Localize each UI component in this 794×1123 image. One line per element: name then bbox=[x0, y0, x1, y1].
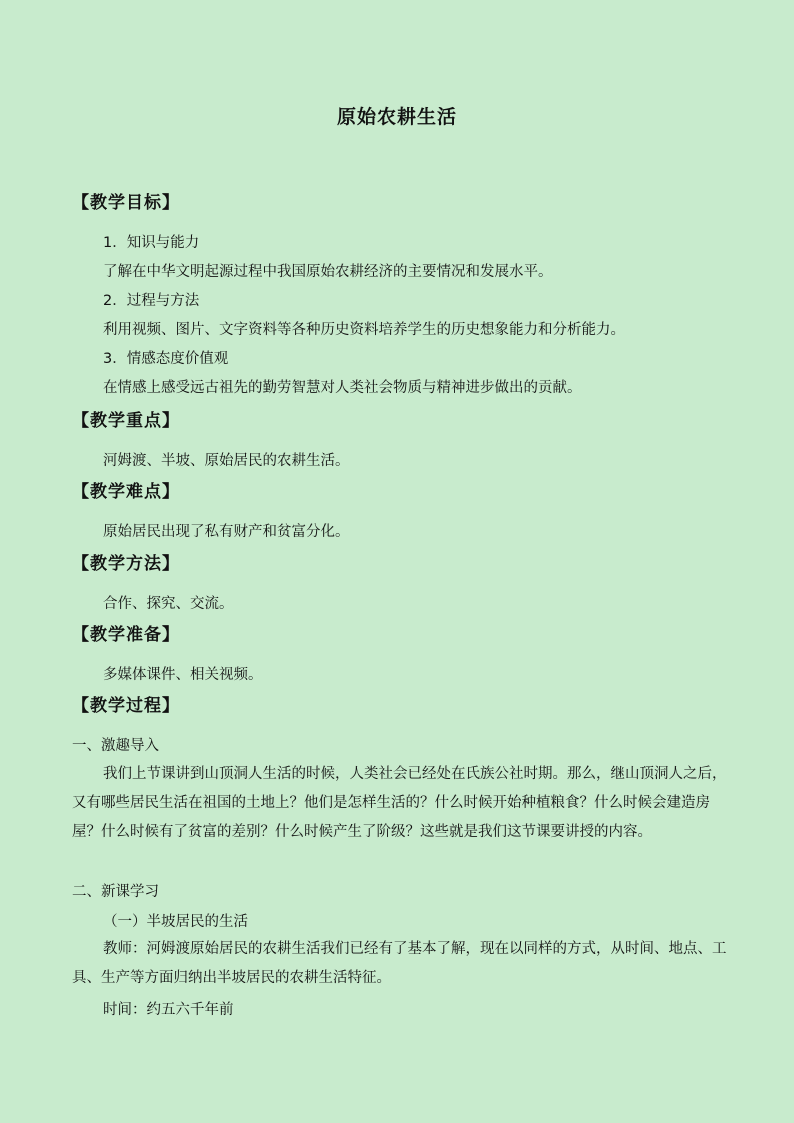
process-part2-title: 二、新课学习 bbox=[72, 884, 159, 900]
heading-methods: 【教学方法】 bbox=[72, 554, 180, 574]
heading-key-points: 【教学重点】 bbox=[72, 411, 180, 431]
goal-2-text: 利用视频、图片、文字资料等各种历史资料培养学生的历史想象能力和分析能力。 bbox=[103, 322, 625, 338]
heading-process: 【教学过程】 bbox=[72, 696, 180, 716]
goal-2-title: 2．过程与方法 bbox=[103, 293, 200, 309]
goal-1-title: 1．知识与能力 bbox=[103, 235, 200, 251]
heading-difficulties: 【教学难点】 bbox=[72, 482, 180, 502]
heading-teaching-goals: 【教学目标】 bbox=[72, 193, 180, 213]
process-part1-title: 一、激趣导入 bbox=[72, 738, 159, 754]
goal-3-title: 3．情感态度价值观 bbox=[103, 351, 229, 367]
process-sub1-title: （一）半坡居民的生活 bbox=[103, 914, 248, 930]
process-part1-text: 我们上节课讲到山顶洞人生活的时候，人类社会已经处在氏族公社时期。那么，继山顶洞人之后，又有哪些居民生活在祖国的土地上？他们是怎样生活的？什么时候开始种植粮食？什么时候会建造房屋？什么时候有了贫富的差别？什么时候产生了阶级？这些就是我们这节课要讲授的内容。 bbox=[72, 766, 727, 840]
goal-3-text: 在情感上感受远古祖先的勤劳智慧对人类社会物质与精神进步做出的贡献。 bbox=[103, 380, 582, 396]
goal-1-text: 了解在中华文明起源过程中我国原始农耕经济的主要情况和发展水平。 bbox=[103, 264, 553, 280]
key-points-text: 河姆渡、半坡、原始居民的农耕生活。 bbox=[103, 453, 350, 469]
preparation-text: 多媒体课件、相关视频。 bbox=[103, 667, 263, 683]
methods-text: 合作、探究、交流。 bbox=[103, 596, 234, 612]
process-sub1-text: 教师：河姆渡原始居民的农耕生活我们已经有了基本了解，现在以同样的方式，从时间、地点、工具、生产等方面归纳出半坡居民的农耕生活特征。 bbox=[72, 941, 727, 986]
process-time-text: 时间：约五六千年前 bbox=[103, 1002, 234, 1018]
heading-preparation: 【教学准备】 bbox=[72, 625, 180, 645]
document-title: 原始农耕生活 bbox=[336, 106, 457, 128]
difficulties-text: 原始居民出现了私有财产和贫富分化。 bbox=[103, 524, 350, 540]
